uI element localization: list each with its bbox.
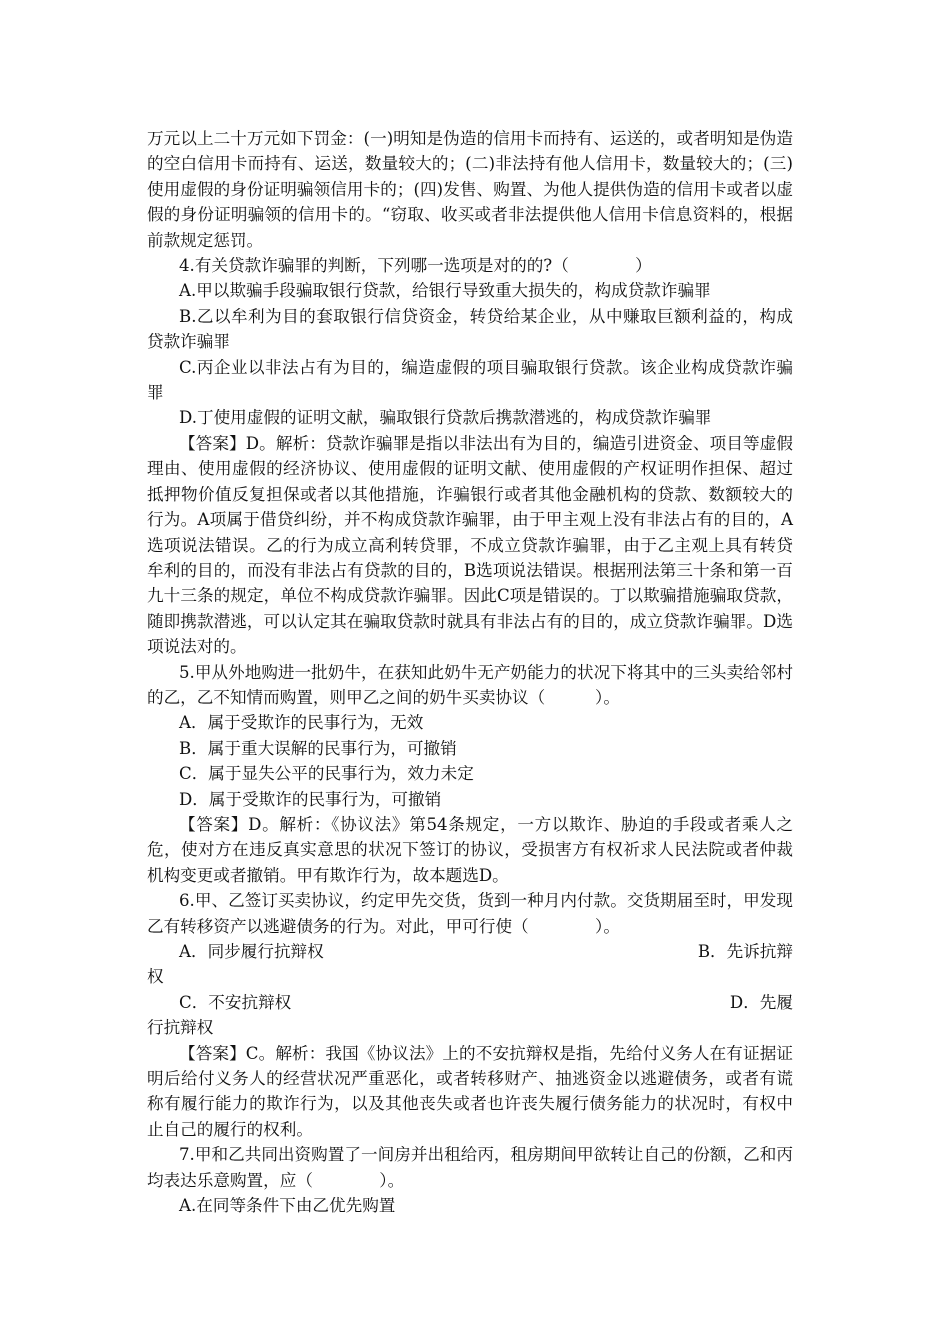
question-4-option-c: C.丙企业以非法占有为目的，编造虚假的项目骗取银行贷款。该企业构成贷款诈骗罪 [147,357,793,403]
question-6-option-d: D．先履 [729,992,793,1012]
question-6-answer: 【答案】C。解析：我国《协议法》上的不安抗辩权是指，先给付义务人在有证据证明后给付义务人的经营状况严重恶化，或者转移财产、抽逃资金以逃避债务，或者有谎称有履行能力的欺诈行为，以及其他丧失或者也许丧失履行债务能力的状况时，有权中止自己的履行的权利。 [147,1043,793,1139]
question-6-option-b-continued: 权 [147,967,164,987]
question-5-option-b: B．属于重大误解的民事行为，可撤销 [179,738,457,758]
question-6-option-c: C．不安抗辩权 [179,992,292,1012]
document-page [147,126,793,1218]
question-4-option-d: D.丁使用虚假的证明文献，骗取银行贷款后携款潜逃的，构成贷款诈骗罪 [179,408,712,428]
question-5-option-c: C．属于显失公平的民事行为，效力未定 [179,764,474,784]
question-5: 5.甲从外地购进一批奶牛，在获知此奶牛无产奶能力的状况下将其中的三头卖给邻村的乙，乙不知情而购置，则甲乙之间的奶牛买卖协议（ ）。 [147,662,793,707]
question-6-options-row-1 [147,939,793,964]
question-7: 7.甲和乙共同出资购置了一间房并出租给丙，租房期间甲欲转让自己的份额，乙和丙均表达乐意购置，应（ ）。 [147,1145,793,1190]
question-4: 4.有关贷款诈骗罪的判断，下列哪一选项是对的的?（ ） [179,256,652,276]
question-5-option-a: A．属于受欺诈的民事行为，无效 [179,713,424,733]
paragraph-credit-card-penalty: 万元以上二十万元如下罚金：(一)明知是伪造的信用卡而持有、运送的，或者明知是伪造的空白信用卡而持有、运送，数量较大的；(二)非法持有他人信用卡，数量较大的；(三)使用虚假的身份证明骗领信用卡的；(四)发售、购置、为他人提供伪造的信用卡或者以虚假的身份证明骗领的信用卡的。“窃取、收买或者非法提供他人信用卡信息资料的，根据前款规定惩罚。 [147,129,793,250]
question-5-answer: 【答案】D。解析：《协议法》第54条规定，一方以欺诈、胁迫的手段或者乘人之危，使对方在违反真实意思的状况下签订的协议，受损害方有权祈求人民法院或者仲裁机构变更或者撤销。甲有欺诈行为，故本题选D。 [147,814,793,885]
question-6-options-row-2 [147,990,793,1015]
question-6-option-d-continued: 行抗辩权 [147,1018,214,1038]
question-4-option-a: A.甲以欺骗手段骗取银行贷款，给银行导致重大损失的，构成贷款诈骗罪 [179,281,711,301]
question-5-option-d: D．属于受欺诈的民事行为，可撤销 [179,789,442,809]
question-4-option-b: B.乙以牟利为目的套取银行信贷资金，转贷给某企业，从中赚取巨额利益的，构成贷款诈骗罪 [147,306,793,352]
question-6: 6.甲、乙签订买卖协议，约定甲先交货，货到一种月内付款。交货期届至时，甲发现乙有转移资产以逃避债务的行为。对此，甲可行使（ ）。 [147,891,793,936]
question-6-option-a: A．同步履行抗辩权 [179,942,324,961]
question-4-answer: 【答案】D。解析：贷款诈骗罪是指以非法出有为目的，编造引进资金、项目等虚假理由、使用虚假的经济协议、使用虚假的证明文献、使用虚假的产权证明作担保、超过抵押物价值反复担保或者以其他措施，诈骗银行或者其他金融机构的贷款、数额较大的行为。A项属于借贷纠纷，并不构成贷款诈骗罪，由于甲主观上没有非法占有的目的，A选项说法错误。乙的行为成立高利转贷罪，不成立贷款诈骗罪，由于乙主观上具有转贷牟利的目的，而没有非法占有贷款的目的，B选项说法错误。根据刑法第三十条和第一百九十三条的规定，单位不构成贷款诈骗罪。因此C项是错误的。丁以欺骗措施骗取贷款，随即携款潜逃，可以认定其在骗取贷款时就具有非法占有的目的，成立贷款诈骗罪。D选项说法对的。 [147,433,793,657]
question-6-option-b: B．先诉抗辩 [697,942,793,961]
question-7-option-a: A.在同等条件下由乙优先购置 [179,1196,396,1216]
